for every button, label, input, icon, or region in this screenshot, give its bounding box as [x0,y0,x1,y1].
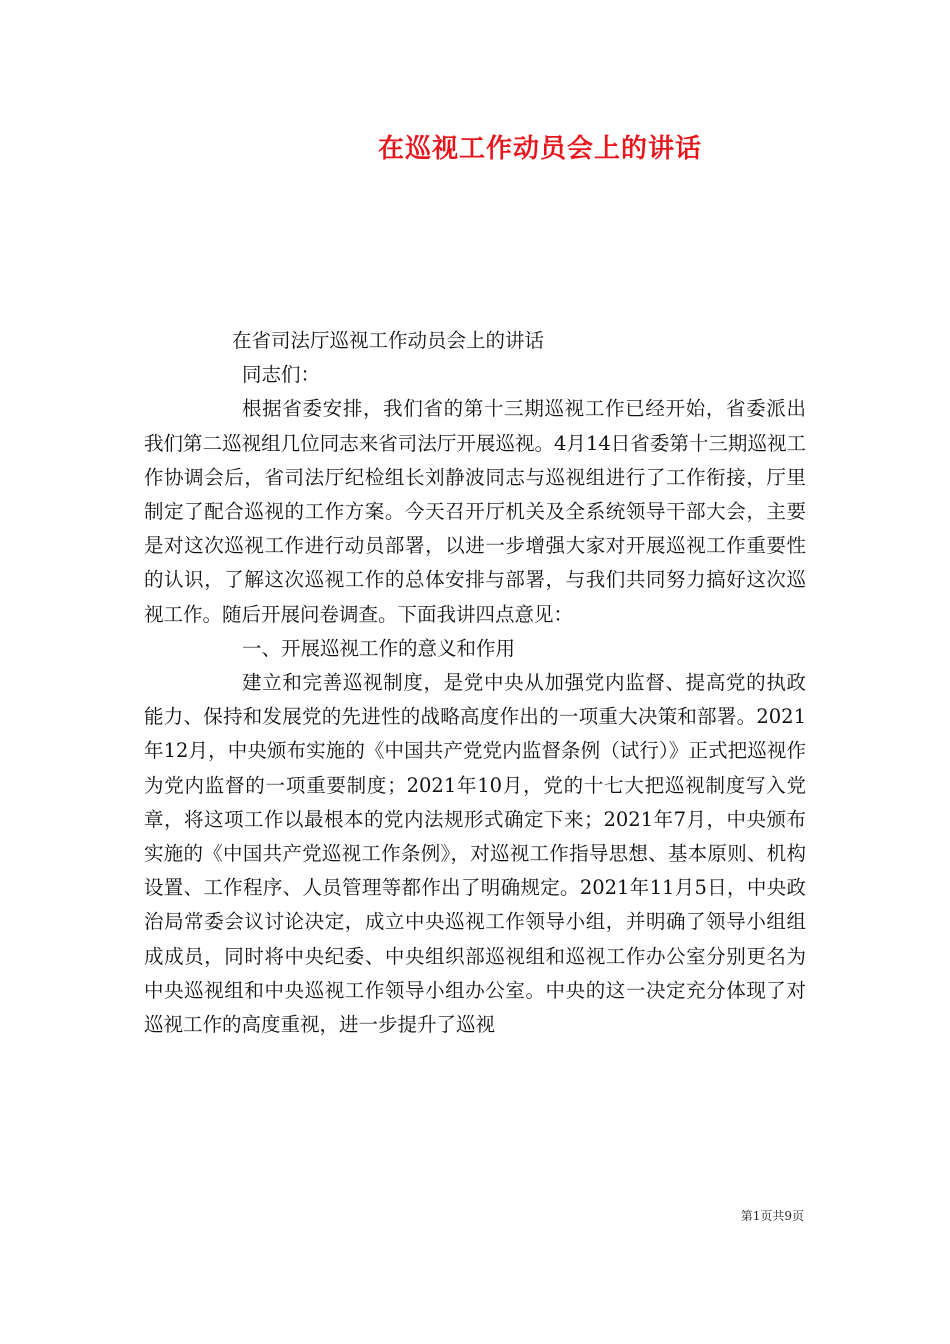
document-body [144,324,806,1042]
paragraph-intro: 根据省委安排，我们省的第十三期巡视工作已经开始，省委派出我们第二巡视组几位同志来省司法厅开展巡视。4月14日省委第十三期巡视工作协调会后，省司法厅纪检组长刘静波同志与巡视组进行了工作衔接，厅里制定了配合巡视的工作方案。今天召开厅机关及全系统领导干部大会，主要是对这次巡视工作进行动员部署，以进一步增强大家对开展巡视工作重要性的认识，了解这次巡视工作的总体安排与部署，与我们共同努力搞好这次巡视工作。随后开展问卷调查。下面我讲四点意见： [144,397,806,626]
paragraph-significance: 建立和完善巡视制度，是党中央从加强党内监督、提高党的执政能力、保持和发展党的先进性的战略高度作出的一项重大决策和部署。2021年12月，中央颁布实施的《中国共产党党内监督条例（试行）》正式把巡视作为党内监督的一项重要制度；2021年10月，党的十七大把巡视制度写入党章，将这项工作以最根本的党内法规形式确定下来；2021年7月，中央颁布实施的《中国共产党巡视工作条例》，对巡视工作指导思想、基本原则、机构设置、工作程序、人员管理等都作出了明确规定。2021年11月5日，中央政治局常委会议讨论决定，成立中央巡视工作领导小组，并明确了领导小组组成成员，同时将中央纪委、中央组织部巡视组和巡视工作办公室分别更名为中央巡视组和中央巡视工作领导小组办公室。中央的这一决定充分体现了对巡视工作的高度重视，进一步提升了巡视 [144,671,806,1037]
greeting: 同志们： [242,363,321,387]
page-title: 在巡视工作动员会上的讲话 [377,134,702,164]
document-subtitle: 在省司法厅巡视工作动员会上的讲话 [232,329,545,352]
page-number-footer: 第1页共9页 [740,1209,804,1223]
section-heading-1: 一、开展巡视工作的意义和作用 [242,636,516,660]
